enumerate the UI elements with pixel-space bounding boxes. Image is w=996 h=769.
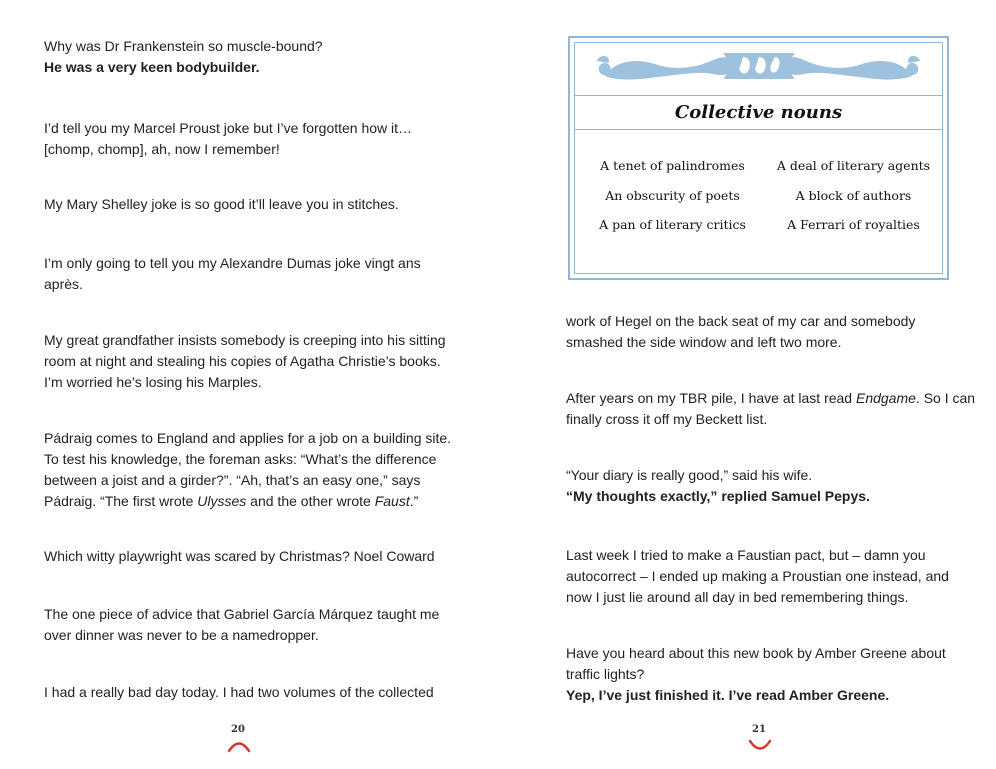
joke-proust bbox=[44, 118, 464, 160]
text-run: The one piece of advice that Gabriel García Márquez taught me bbox=[44, 606, 440, 622]
text-run: Faust bbox=[374, 493, 410, 509]
text-line bbox=[44, 139, 464, 160]
joke-amber-greene bbox=[566, 643, 958, 706]
text-line bbox=[44, 604, 464, 625]
text-line bbox=[44, 428, 464, 449]
text-line bbox=[566, 587, 958, 608]
joke-frankenstein bbox=[44, 36, 464, 78]
text-line bbox=[44, 491, 464, 512]
joke-dumas bbox=[44, 253, 464, 295]
noun-item: A pan of literary critics bbox=[599, 217, 746, 232]
text-run: smashed the side window and left two more. bbox=[566, 334, 842, 350]
text-run: . So I can bbox=[915, 390, 976, 406]
noun-item: A deal of literary agents bbox=[776, 158, 931, 173]
joke-beckett bbox=[566, 388, 976, 430]
text-line bbox=[566, 664, 958, 685]
text-line bbox=[44, 330, 464, 351]
text-line bbox=[566, 685, 958, 706]
text-line bbox=[44, 546, 464, 567]
text-run: Endgame bbox=[855, 390, 916, 406]
text-line bbox=[566, 545, 958, 566]
text-run: now I just lie around all day in bed remembering things. bbox=[566, 589, 909, 605]
text-run: work of Hegel on the back seat of my car and somebody bbox=[566, 313, 916, 329]
text-run: I’d tell you my Marcel Proust joke but I’ve forgotten how it… bbox=[44, 120, 413, 136]
joke-hegel-start bbox=[44, 682, 464, 703]
text-run: Why was Dr Frankenstein so muscle-bound? bbox=[44, 38, 323, 54]
box-title: Collective nouns bbox=[674, 102, 843, 123]
text-run: après. bbox=[44, 276, 83, 292]
text-line bbox=[44, 118, 464, 139]
text-run: Ulysses bbox=[197, 493, 247, 509]
text-run: over dinner was never to be a namedropper. bbox=[44, 627, 319, 643]
text-line bbox=[44, 470, 464, 491]
text-run: I had a really bad day today. I had two volumes of the collected bbox=[44, 684, 434, 700]
text-line bbox=[44, 274, 464, 295]
joke-coward bbox=[44, 546, 464, 567]
joke-pepys bbox=[566, 465, 958, 507]
text-run: .” bbox=[409, 493, 419, 509]
text-run: Pádraig. “The first wrote bbox=[44, 493, 198, 509]
text-line bbox=[566, 643, 958, 664]
text-run: I’m worried he’s losing his Marples. bbox=[44, 374, 262, 390]
joke-marquez bbox=[44, 604, 464, 646]
text-line bbox=[44, 57, 464, 78]
box-title-band bbox=[575, 95, 942, 130]
joke-faustian bbox=[566, 545, 958, 608]
right-page bbox=[498, 0, 996, 769]
text-line bbox=[44, 625, 464, 646]
text-run: finally cross it off my Beckett list. bbox=[566, 411, 768, 427]
text-run: “Your diary is really good,” said his wife. bbox=[566, 467, 813, 483]
text-run: Last week I tried to make a Faustian pact, but – damn you bbox=[566, 547, 926, 563]
text-line bbox=[44, 449, 464, 470]
text-line bbox=[566, 566, 958, 587]
text-line bbox=[44, 682, 464, 703]
text-line bbox=[566, 465, 958, 486]
scroll-banner-icon bbox=[575, 43, 942, 93]
text-line bbox=[566, 311, 958, 332]
text-line bbox=[566, 332, 958, 353]
text-run: My great grandfather insists somebody is creeping into his sitting bbox=[44, 332, 446, 348]
smile-arc-icon bbox=[747, 739, 773, 753]
text-run: and the other wrote bbox=[246, 493, 375, 509]
text-line bbox=[566, 409, 958, 430]
text-line bbox=[44, 351, 464, 372]
text-run: Pádraig comes to England and applies for a job on a building site. bbox=[44, 430, 452, 446]
noun-item: A block of authors bbox=[795, 187, 912, 203]
text-run: “My thoughts exactly,” replied Samuel Pepys. bbox=[566, 488, 870, 504]
text-run: traffic lights? bbox=[566, 666, 645, 682]
joke-hegel-end bbox=[566, 311, 958, 353]
noun-item: A Ferrari of royalties bbox=[787, 217, 920, 232]
text-run: After years on my TBR pile, I have at last read bbox=[566, 390, 856, 406]
noun-item: A tenet of palindromes bbox=[600, 158, 745, 173]
text-run: I’m only going to tell you my Alexandre Dumas joke vingt ans bbox=[44, 255, 421, 271]
page-number: 20 bbox=[231, 724, 245, 735]
box-inner-frame bbox=[574, 42, 943, 274]
text-run: room at night and stealing his copies of Agatha Christie’s books. bbox=[44, 353, 441, 369]
text-line bbox=[44, 253, 464, 274]
joke-shelley bbox=[44, 194, 464, 215]
joke-padraig bbox=[44, 428, 464, 512]
text-run: To test his knowledge, the foreman asks: “What’s the difference bbox=[44, 451, 437, 467]
joke-christie bbox=[44, 330, 464, 393]
text-line bbox=[44, 194, 464, 215]
text-run: Have you heard about this new book by Amber Greene about bbox=[566, 645, 946, 661]
nouns-column-2 bbox=[766, 151, 941, 240]
text-line bbox=[566, 486, 958, 507]
text-line bbox=[566, 388, 976, 409]
collective-nouns-box bbox=[568, 36, 949, 280]
text-line bbox=[44, 372, 464, 393]
text-run: autocorrect – I ended up making a Proustian one instead, and bbox=[566, 568, 949, 584]
text-run: between a joist and a girder?”. “Ah, that’s an easy one,” says bbox=[44, 472, 421, 488]
text-run: Yep, I’ve just finished it. I’ve read Amber Greene. bbox=[566, 687, 890, 703]
text-run: [chomp, chomp], ah, now I remember! bbox=[44, 141, 280, 157]
nouns-column-1 bbox=[585, 151, 760, 240]
text-run: He was a very keen bodybuilder. bbox=[44, 59, 260, 75]
text-line bbox=[44, 36, 464, 57]
noun-item: An obscurity of poets bbox=[605, 187, 740, 203]
page-number: 21 bbox=[752, 724, 766, 735]
smile-arc-icon bbox=[226, 739, 252, 753]
text-run: My Mary Shelley joke is so good it’ll leave you in stitches. bbox=[44, 196, 399, 212]
text-run: Which witty playwright was scared by Christmas? Noel Coward bbox=[44, 548, 435, 564]
